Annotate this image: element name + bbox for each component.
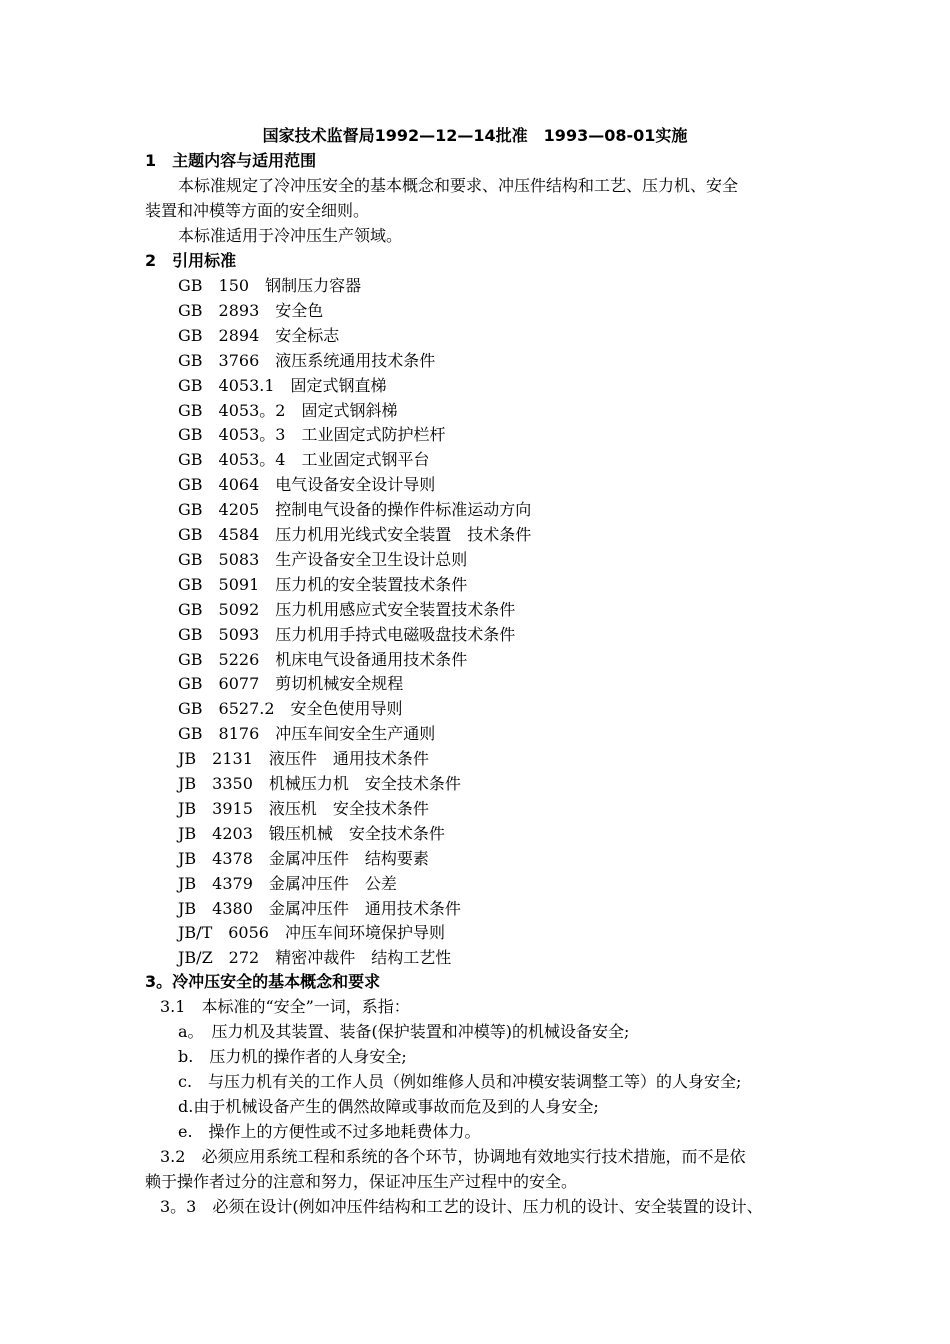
approval-header: 国家技术监督局1992—12—14批准 1993—08-01实施: [262, 126, 688, 145]
standard-item: GB 4584 压力机用光线式安全装置 技术条件: [178, 525, 532, 544]
safety-item: b. 压力机的操作者的人身安全;: [178, 1047, 407, 1066]
safety-item: d.由于机械设备产生的偶然故障或事故而危及到的人身安全;: [178, 1097, 599, 1116]
standard-item: GB 4053。2 固定式钢斜梯: [178, 400, 398, 420]
section-1-scope: 本标准适用于冷冲压生产领域。: [178, 226, 403, 245]
clause-3-2-cont: 赖于操作者过分的注意和努力，保证冲压生产过程中的安全。: [145, 1172, 578, 1191]
safety-item: a。 压力机及其装置、装备(保护装置和冲模等)的机械设备安全;: [178, 1022, 630, 1041]
standard-item: GB 6527.2 安全色使用导则: [178, 699, 403, 719]
standard-item: GB 4064 电气设备安全设计导则: [178, 475, 436, 495]
standard-item: GB 2894 安全标志: [178, 325, 340, 345]
standard-item: JB 4379 金属冲压件 公差: [178, 873, 397, 893]
standard-item: JB/T 6056 冲压车间环境保护导则: [178, 923, 445, 943]
standard-item: JB 3350 机械压力机 安全技术条件: [178, 774, 461, 793]
standard-item: GB 4205 控制电气设备的操作件标准运动方向: [178, 500, 532, 520]
standard-item: JB/Z 272 精密冲裁件 结构工艺性: [178, 948, 452, 968]
standard-item: GB 5092 压力机用感应式安全装置技术条件: [178, 599, 516, 619]
standard-item: JB 2131 液压件 通用技术条件: [178, 749, 429, 769]
standard-item: JB 4378 金属冲压件 结构要素: [178, 848, 429, 868]
clause-3-2: 3.2 必须应用系统工程和系统的各个环节，协调地有效地实行技术措施，而不是依: [160, 1147, 746, 1166]
clause-3-1: 3.1 本标准的“安全”一词，系指：: [160, 997, 410, 1016]
section-1-paragraph-cont: 装置和冲模等方面的安全细则。: [145, 201, 370, 220]
safety-item: e. 操作上的方便性或不过多地耗费体力。: [178, 1122, 481, 1141]
standard-item: GB 5083 生产设备安全卫生设计总则: [178, 549, 468, 569]
section-1-paragraph: 本标准规定了冷冲压安全的基本概念和要求、冲压件结构和工艺、压力机、安全: [178, 176, 739, 195]
section-1-heading: 1 主题内容与适用范围: [145, 151, 317, 170]
standard-item: GB 4053.1 固定式钢直梯: [178, 375, 387, 395]
standard-item: GB 5226 机床电气设备通用技术条件: [178, 649, 468, 669]
standard-item: GB 5091 压力机的安全装置技术条件: [178, 574, 468, 594]
standard-item: JB 4380 金属冲压件 通用技术条件: [178, 898, 461, 918]
standard-item: JB 3915 液压机 安全技术条件: [178, 798, 429, 818]
standard-item: GB 5093 压力机用手持式电磁吸盘技术条件: [178, 624, 516, 644]
safety-item: c. 与压力机有关的工作人员（例如维修人员和冲模安装调整工等）的人身安全;: [178, 1072, 742, 1091]
standard-item: GB 2893 安全色: [178, 300, 324, 320]
section-2-heading: 2 引用标准: [145, 251, 237, 270]
standard-item: GB 4053。3 工业固定式防护栏杆: [178, 425, 446, 445]
standard-item: JB 4203 锻压机械 安全技术条件: [178, 823, 445, 843]
standard-item: GB 150 钢制压力容器: [178, 276, 362, 295]
standard-item: GB 3766 液压系统通用技术条件: [178, 350, 436, 370]
standard-item: GB 8176 冲压车间安全生产通则: [178, 724, 436, 744]
section-3-heading: 3。冷冲压安全的基本概念和要求: [145, 972, 381, 991]
standard-item: GB 6077 剪切机械安全规程: [178, 674, 404, 694]
standard-item: GB 4053。4 工业固定式钢平台: [178, 450, 430, 470]
clause-3-3: 3。3 必须在设计(例如冲压件结构和工艺的设计、压力机的设计、安全装置的设计、: [160, 1197, 763, 1216]
